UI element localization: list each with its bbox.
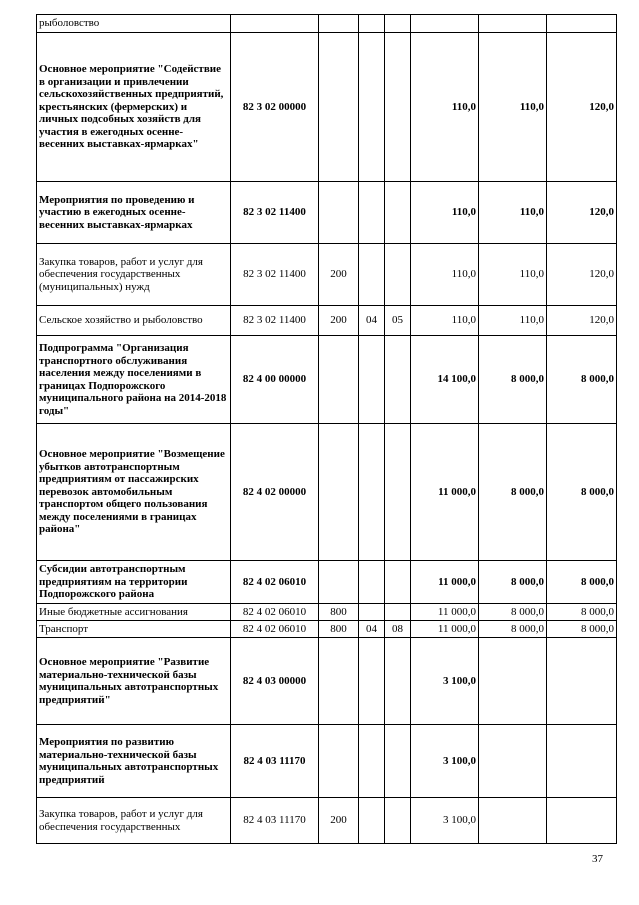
amount-year1-cell: 110,0 [411,182,479,244]
amount-year2-cell: 8 000,0 [479,621,547,638]
amount-year1-cell: 110,0 [411,244,479,306]
expense-type-cell [319,182,359,244]
amount-year3-cell: 120,0 [547,182,617,244]
section-cell [359,336,385,424]
budget-table [36,14,617,844]
row-name-cell: Подпрограмма "Организация транспортного обслуживания населения между поселениями в границах Подпорожского муниципального района на 2014-2018 годы" [37,336,231,424]
section-cell [359,33,385,182]
amount-year2-cell: 8 000,0 [479,424,547,561]
amount-year2-cell [479,15,547,33]
subsection-cell [385,638,411,725]
amount-year3-cell: 8 000,0 [547,621,617,638]
table-row [37,638,617,725]
subsection-cell [385,725,411,798]
expense-type-cell [319,33,359,182]
row-name-cell: Сельское хозяйство и рыболовство [37,306,231,336]
table-row [37,244,617,306]
section-cell [359,798,385,844]
section-cell: 04 [359,306,385,336]
amount-year3-cell: 120,0 [547,244,617,306]
row-name-cell: Субсидии автотранспортным предприятиям на территории Подпорожского района [37,561,231,604]
section-cell [359,15,385,33]
section-cell: 04 [359,621,385,638]
amount-year2-cell: 110,0 [479,244,547,306]
target-code-cell: 82 3 02 11400 [231,306,319,336]
target-code-cell: 82 4 03 00000 [231,638,319,725]
section-cell [359,725,385,798]
subsection-cell: 08 [385,621,411,638]
expense-type-cell: 200 [319,244,359,306]
amount-year2-cell: 8 000,0 [479,561,547,604]
amount-year2-cell: 8 000,0 [479,604,547,621]
subsection-cell [385,244,411,306]
target-code-cell: 82 4 02 06010 [231,561,319,604]
row-name-cell: рыболовство [37,15,231,33]
table-row [37,725,617,798]
amount-year2-cell [479,638,547,725]
section-cell [359,638,385,725]
target-code-cell: 82 3 02 11400 [231,182,319,244]
target-code-cell: 82 4 02 06010 [231,621,319,638]
table-body [37,15,617,844]
amount-year1-cell: 14 100,0 [411,336,479,424]
target-code-cell: 82 4 02 06010 [231,604,319,621]
subsection-cell [385,15,411,33]
row-name-cell: Мероприятия по развитию материально-технической базы муниципальных автотранспортных предприятий [37,725,231,798]
subsection-cell [385,33,411,182]
target-code-cell: 82 4 00 00000 [231,336,319,424]
table-row [37,336,617,424]
amount-year1-cell: 11 000,0 [411,561,479,604]
expense-type-cell: 800 [319,621,359,638]
amount-year3-cell: 8 000,0 [547,604,617,621]
amount-year3-cell [547,638,617,725]
section-cell [359,424,385,561]
section-cell [359,182,385,244]
table-row [37,306,617,336]
amount-year1-cell: 11 000,0 [411,604,479,621]
page-number: 37 [592,853,603,865]
amount-year3-cell: 8 000,0 [547,336,617,424]
amount-year1-cell: 110,0 [411,33,479,182]
amount-year1-cell: 11 000,0 [411,621,479,638]
target-code-cell [231,15,319,33]
amount-year2-cell: 8 000,0 [479,336,547,424]
amount-year2-cell [479,725,547,798]
target-code-cell: 82 4 03 11170 [231,725,319,798]
section-cell [359,561,385,604]
amount-year3-cell: 8 000,0 [547,561,617,604]
table-row [37,604,617,621]
amount-year3-cell: 120,0 [547,306,617,336]
row-name-cell: Основное мероприятие "Содействие в организации и привлечении сельскохозяйственных предприятий, крестьянских (фермерских) и личных подсобных хозяйств для участия в ежегодных осенне-весенних выставках-ярмарках" [37,33,231,182]
amount-year2-cell [479,798,547,844]
amount-year3-cell [547,798,617,844]
table-row [37,621,617,638]
section-cell [359,244,385,306]
document-page [36,14,616,844]
expense-type-cell: 200 [319,798,359,844]
expense-type-cell [319,336,359,424]
subsection-cell [385,336,411,424]
subsection-cell: 05 [385,306,411,336]
row-name-cell: Мероприятия по проведению и участию в ежегодных осенне-весенних выставках-ярмарках [37,182,231,244]
table-row [37,15,617,33]
target-code-cell: 82 4 02 00000 [231,424,319,561]
amount-year3-cell [547,725,617,798]
table-row [37,798,617,844]
expense-type-cell: 800 [319,604,359,621]
amount-year2-cell: 110,0 [479,306,547,336]
amount-year2-cell: 110,0 [479,182,547,244]
target-code-cell: 82 4 03 11170 [231,798,319,844]
amount-year1-cell: 3 100,0 [411,725,479,798]
subsection-cell [385,798,411,844]
expense-type-cell [319,15,359,33]
amount-year1-cell [411,15,479,33]
expense-type-cell: 200 [319,306,359,336]
target-code-cell: 82 3 02 00000 [231,33,319,182]
row-name-cell: Иные бюджетные ассигнования [37,604,231,621]
expense-type-cell [319,725,359,798]
subsection-cell [385,561,411,604]
amount-year1-cell: 110,0 [411,306,479,336]
amount-year1-cell: 11 000,0 [411,424,479,561]
expense-type-cell [319,424,359,561]
amount-year3-cell: 120,0 [547,33,617,182]
table-row [37,33,617,182]
amount-year3-cell: 8 000,0 [547,424,617,561]
row-name-cell: Закупка товаров, работ и услуг для обеспечения государственных [37,798,231,844]
row-name-cell: Основное мероприятие "Развитие материально-технической базы муниципальных автотранспортных предприятий" [37,638,231,725]
target-code-cell: 82 3 02 11400 [231,244,319,306]
subsection-cell [385,424,411,561]
expense-type-cell [319,638,359,725]
subsection-cell [385,604,411,621]
row-name-cell: Транспорт [37,621,231,638]
section-cell [359,604,385,621]
amount-year2-cell: 110,0 [479,33,547,182]
amount-year1-cell: 3 100,0 [411,798,479,844]
amount-year3-cell [547,15,617,33]
row-name-cell: Закупка товаров, работ и услуг для обеспечения государственных (муниципальных) нужд [37,244,231,306]
table-row [37,182,617,244]
row-name-cell: Основное мероприятие "Возмещение убытков автотранспортным предприятиям от пассажирских перевозок автомобильным транспортом общего пользования между поселениями в границах района" [37,424,231,561]
amount-year1-cell: 3 100,0 [411,638,479,725]
table-row [37,424,617,561]
expense-type-cell [319,561,359,604]
subsection-cell [385,182,411,244]
table-row [37,561,617,604]
